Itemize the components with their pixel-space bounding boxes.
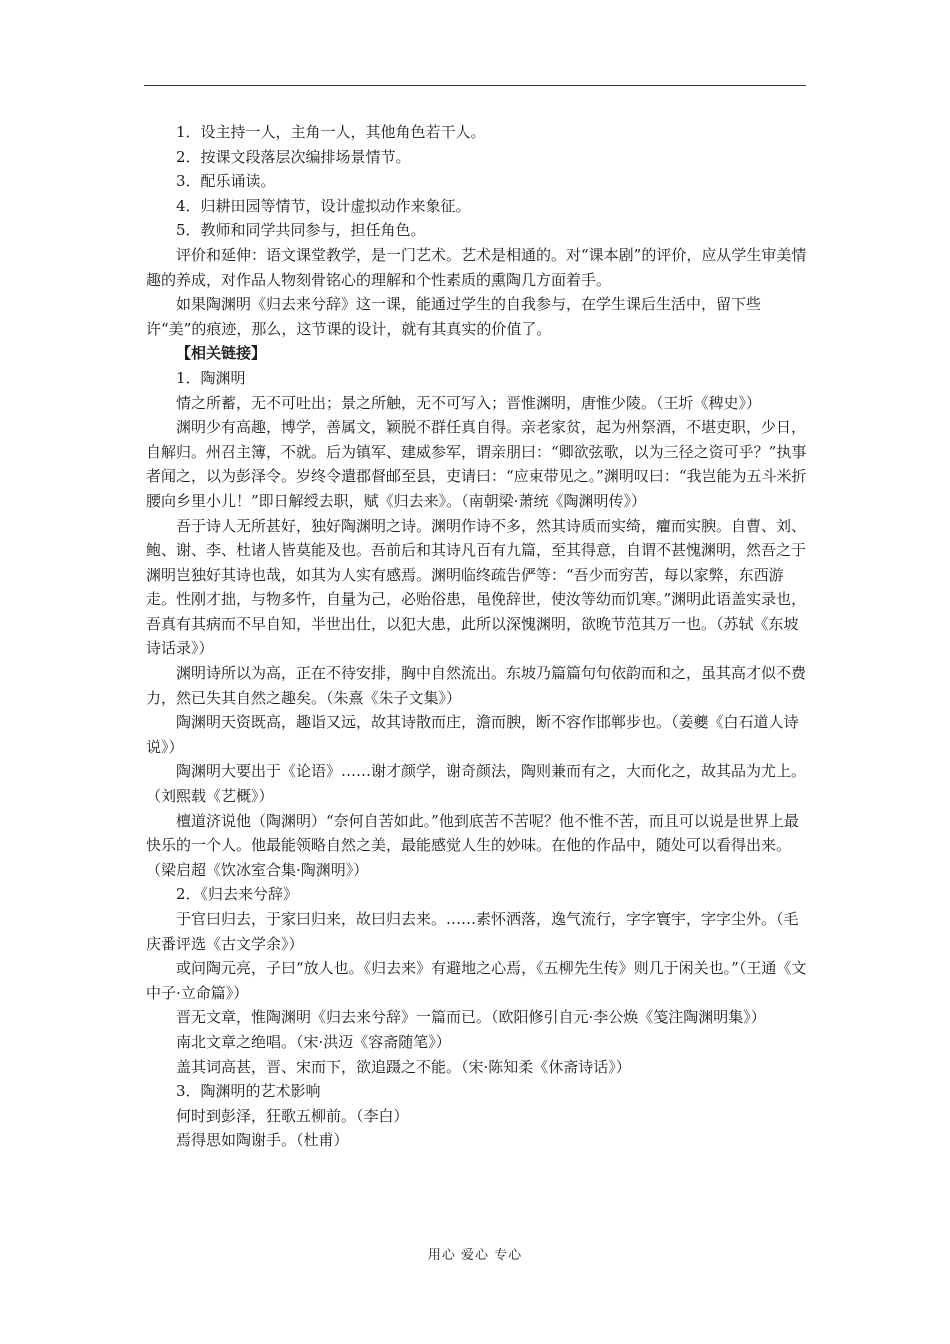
header-rule <box>144 85 806 86</box>
list-item: 3．配乐诵读。 <box>176 172 276 191</box>
paragraph: 情之所蓄，无不可吐出；景之所触，无不可写入；晋惟渊明，唐惟少陵。（王圻《稗史》） <box>176 393 762 412</box>
paragraph: 于官曰归去，于家曰归来，故曰归去来。……素怀洒落，逸气流行，字字寰宇，字字尘外。（毛庆番评选《古文学余》） <box>146 910 799 953</box>
paragraph: 焉得思如陶谢手。（杜甫） <box>176 1131 349 1150</box>
list-item: 4．归耕田园等情节，设计虚拟动作来象征。 <box>176 196 471 215</box>
paragraph: 盖其词高甚，晋、宋而下，欲追蹑之不能。（宋·陈知柔《休斋诗话》） <box>176 1057 631 1076</box>
document-body <box>146 120 810 1153</box>
subheading: 1．陶渊明 <box>176 368 246 387</box>
paragraph: 檀道济说他（陶渊明）“奈何自苦如此。”他到底苦不苦呢？他不惟不苦，而且可以说是世界上最快乐的一个人。他最能领略自然之美，最能感觉人生的妙味。在他的作品中，随处可以看得出来。（梁启超《饮冰室合集·陶渊明》） <box>146 811 799 879</box>
section-heading: 【相关链接】 <box>176 344 267 363</box>
paragraph: 陶渊明天资既高，趣诣又远，故其诗散而庄，澹而腴，断不容作邯郸步也。（姜夔《白石道人诗说》） <box>146 713 799 756</box>
paragraph: 渊明少有高趣，博学，善属文，颖脱不群任真自得。亲老家贫，起为州祭酒，不堪吏职，少日，自解归。州召主簿，不就。后为镇军、建威参军，谓亲朋曰：“卿欲弦歌，以为三径之资可乎？”执事者闻之，以为彭泽令。岁终令遣郡督邮至县，吏请曰：“应束带见之。”渊明叹曰：“我岂能为五斗米折腰向乡里小儿！”即日解绶去职，赋《归去来》。（南朝梁·萧统《陶渊明传》） <box>146 418 807 510</box>
subheading: 2．《归去来兮辞》 <box>176 885 299 904</box>
paragraph: 何时到彭泽，狂歌五柳前。（李白） <box>176 1106 409 1125</box>
page-footer: 用心 爱心 专心 <box>427 1248 523 1263</box>
list-item: 2．按课文段落层次编排场景情节。 <box>176 147 411 166</box>
subheading: 3．陶渊明的艺术影响 <box>176 1082 321 1101</box>
paragraph: 渊明诗所以为高，正在不待安排，胸中自然流出。东坡乃篇篇句句依韵而和之，虽其高才似不费力，然已失其自然之趣矣。（朱熹《朱子文集》） <box>146 664 807 707</box>
list-item: 5．教师和同学共同参与，担任角色。 <box>176 221 426 240</box>
paragraph: 晋无文章，惟陶渊明《归去来兮辞》一篇而已。（欧阳修引自元·李公焕《笺注陶渊明集》） <box>176 1008 766 1027</box>
list-item: 1．设主持一人，主角一人，其他角色若干人。 <box>176 123 486 141</box>
paragraph: 陶渊明大要出于《论语》……谢才颜学，谢奇颜法，陶则兼而有之，大而化之，故其品为尤上。（刘熙载《艺概》） <box>146 762 807 806</box>
paragraph: 吾于诗人无所甚好，独好陶渊明之诗。渊明作诗不多，然其诗质而实绮，癯而实腴。自曹、刘、鲍、谢、李、杜诸人皆莫能及也。吾前后和其诗凡百有九篇，至其得意，自谓不甚愧渊明，然吾之于渊明岂独好其诗也哉，如其为人实有感焉。渊明临终疏告俨等：“吾少而穷苦，每以家弊，东西游走。性刚才拙，与物多忤，自量为己，必贻俗患，黾俛辞世，使汝等幼而饥寒。”渊明此语盖实录也，吾真有其病而不早自知，半世出仕，以犯大患，此所以深愧渊明，欲晚节范其万一也。（苏轼《东坡诗话录》） <box>146 516 807 658</box>
paragraph: 南北文章之绝唱。（宋·洪迈《容斋随笔》） <box>176 1032 451 1051</box>
paragraph: 如果陶渊明《归去来兮辞》这一课，能通过学生的自我参与，在学生课后生活中，留下些许“美”的痕迹，那么，这节课的设计，就有其真实的价值了。 <box>146 295 762 338</box>
paragraph: 或问陶元亮，子曰“放人也。《归去来》有避地之心焉，《五柳先生传》则几于闲关也。”（王通《文中子·立命篇》） <box>146 959 807 1002</box>
paragraph: 评价和延伸：语文课堂教学，是一门艺术。艺术是相通的。对“课本剧”的评价，应从学生审美情趣的养成，对作品人物刻骨铭心的理解和个性素质的熏陶几方面着手。 <box>146 245 807 289</box>
